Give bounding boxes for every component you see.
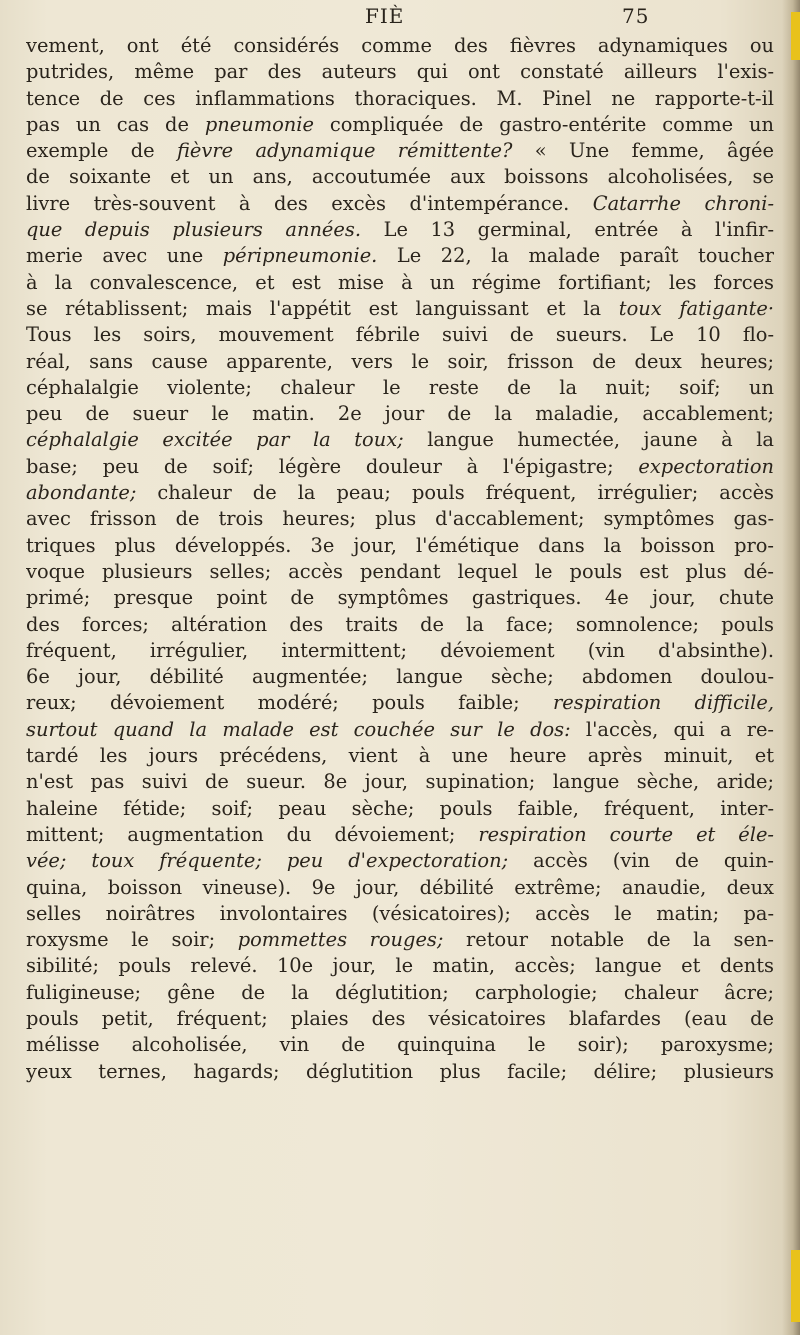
text-run: sibilité; pouls relevé. 10e jour, le matin, accès; langue et dents: [26, 954, 774, 978]
text-line: [26, 243, 774, 269]
italic-run: céphalalgie excitée par la toux;: [26, 428, 404, 452]
text-line: [26, 59, 774, 85]
italic-run: respiration courte et éle-: [478, 822, 774, 846]
italic-run: pneumonie: [204, 112, 314, 136]
text-run: à la convalescence, et est mise à un régime fortifiant; les forces: [26, 270, 774, 294]
italic-run: toux fatigante·: [618, 296, 774, 320]
text-line: [26, 1059, 774, 1085]
text-run: vement, ont été considérés comme des fièvres adynamiques ou: [26, 34, 774, 57]
text-line: [26, 980, 774, 1006]
text-line: [26, 743, 774, 769]
italic-run: expectoration: [638, 454, 774, 478]
text-line: [26, 164, 774, 190]
text-line: [26, 349, 774, 375]
body-text: [26, 33, 774, 1085]
text-line: [26, 1032, 774, 1058]
page-gutter-edge: [782, 0, 800, 1335]
text-line: [26, 296, 774, 322]
text-run: putrides, même par des auteurs qui ont constaté ailleurs l'exis-: [26, 60, 774, 84]
text-run: de soixante et un ans, accoutumée aux boissons alcoholisées, se: [26, 165, 774, 189]
text-run: n'est pas suivi de sueur. 8e jour, supination; langue sèche, aride;: [26, 770, 774, 794]
text-line: [26, 769, 774, 795]
text-run: pouls petit, fréquent; plaies des vésicatoires blafardes (eau de: [26, 1006, 774, 1030]
text-run: mélisse alcoholisée, vin de quinquina le soir); paroxysme;: [26, 1033, 774, 1057]
text-run: avec frisson de trois heures; plus d'accablement; symptômes gas-: [26, 507, 774, 531]
text-line: [26, 796, 774, 822]
text-line: [26, 848, 774, 874]
text-run: l'accès, qui a re-: [570, 717, 774, 741]
text-line: [26, 217, 774, 243]
text-line: [26, 322, 774, 348]
page-header: [60, 4, 760, 30]
italic-run: respiration difficile,: [552, 691, 774, 715]
text-line: [26, 138, 774, 164]
text-line: [26, 717, 774, 743]
text-line: [26, 33, 774, 59]
text-run: base; peu de soif; légère douleur à l'épigastre;: [26, 454, 639, 478]
text-line: [26, 1006, 774, 1032]
text-line: [26, 901, 774, 927]
text-run: « Une femme, âgée: [512, 139, 774, 163]
italic-run: pommettes rouges;: [237, 928, 444, 952]
text-line: [26, 191, 774, 217]
text-run: haleine fétide; soif; peau sèche; pouls faible, fréquent, inter-: [26, 796, 774, 820]
text-run: selles noirâtres involontaires (vésicatoires); accès le matin; pa-: [26, 901, 774, 925]
text-line: [26, 638, 774, 664]
text-run: tardé les jours précédens, vient à une heure après minuit, et: [26, 744, 774, 768]
text-run: Le 22, la malade paraît toucher: [377, 244, 774, 268]
text-run: 6e jour, débilité augmentée; langue sèche; abdomen doulou-: [26, 665, 774, 689]
text-run: des forces; altération des traits de la face; somnolence; pouls: [26, 612, 774, 636]
text-line: [26, 664, 774, 690]
italic-run: péripneumonie.: [222, 244, 378, 268]
text-run: tence de ces inflammations thoraciques. M. Pinel ne rapporte-t-il: [26, 86, 774, 110]
text-run: merie avec une: [26, 244, 223, 268]
text-line: [26, 875, 774, 901]
text-run: yeux ternes, hagards; déglutition plus facile; délire; plusieurs: [26, 1059, 774, 1083]
text-run: livre très-souvent à des excès d'intempérance.: [26, 191, 593, 215]
text-run: compliquée de gastro-entérite comme un: [313, 112, 774, 136]
text-run: reux; dévoiement modéré; pouls faible;: [26, 691, 553, 715]
text-line: [26, 454, 774, 480]
text-line: [26, 690, 774, 716]
text-run: voque plusieurs selles; accès pendant lequel le pouls est plus dé-: [26, 559, 774, 583]
text-run: quina, boisson vineuse). 9e jour, débilité extrême; anaudie, deux: [26, 875, 774, 899]
text-run: triques plus développés. 3e jour, l'émétique dans la boisson pro-: [26, 533, 774, 557]
text-line: [26, 612, 774, 638]
text-line: [26, 585, 774, 611]
text-line: [26, 533, 774, 559]
yellow-tab-bottom: [791, 1250, 800, 1322]
text-line: [26, 375, 774, 401]
text-run: fuligineuse; gêne de la déglutition; carphologie; chaleur âcre;: [26, 980, 774, 1004]
text-line: [26, 927, 774, 953]
text-run: accès (vin de quin-: [508, 849, 774, 873]
text-line: [26, 270, 774, 296]
running-head: FIÈ: [365, 4, 405, 28]
text-run: exemple de: [26, 139, 177, 163]
text-line: [26, 559, 774, 585]
text-run: chaleur de la peau; pouls fréquent, irrégulier; accès: [136, 481, 774, 505]
italic-run: vée; toux fréquente; peu d'expectoration;: [26, 849, 509, 873]
text-run: pas un cas de: [26, 112, 205, 136]
text-line: [26, 86, 774, 112]
italic-run: que depuis plusieurs années.: [26, 218, 362, 242]
text-line: [26, 480, 774, 506]
text-line: [26, 112, 774, 138]
text-run: roxysme le soir;: [26, 928, 238, 952]
text-run: retour notable de la sen-: [443, 928, 774, 952]
italic-run: abondante;: [26, 481, 137, 505]
text-line: [26, 506, 774, 532]
italic-run: Catarrhe chroni-: [592, 191, 774, 215]
text-run: Le 13 germinal, entrée à l'infir-: [361, 218, 774, 242]
text-run: réal, sans cause apparente, vers le soir, frisson de deux heures;: [26, 349, 774, 373]
italic-run: surtout quand la malade est couchée sur le dos:: [26, 717, 571, 741]
text-run: langue humectée, jaune à la: [403, 428, 774, 452]
text-run: se rétablissent; mais l'appétit est languissant et la: [26, 296, 619, 320]
italic-run: fièvre adynamique rémittente?: [177, 139, 513, 163]
text-run: céphalalgie violente; chaleur le reste de la nuit; soif; un: [26, 375, 774, 399]
text-line: [26, 822, 774, 848]
text-run: peu de sueur le matin. 2e jour de la maladie, accablement;: [26, 402, 774, 426]
yellow-tab-top: [791, 12, 800, 60]
text-run: Tous les soirs, mouvement fébrile suivi de sueurs. Le 10 flo-: [26, 323, 774, 347]
text-run: mittent; augmentation du dévoiement;: [26, 822, 479, 846]
text-line: [26, 427, 774, 453]
text-line: [26, 401, 774, 427]
page-number: 75: [622, 4, 650, 28]
text-run: fréquent, irrégulier, intermittent; dévoiement (vin d'absinthe).: [26, 638, 774, 662]
text-line: [26, 953, 774, 979]
text-run: primé; presque point de symptômes gastriques. 4e jour, chute: [26, 586, 774, 610]
